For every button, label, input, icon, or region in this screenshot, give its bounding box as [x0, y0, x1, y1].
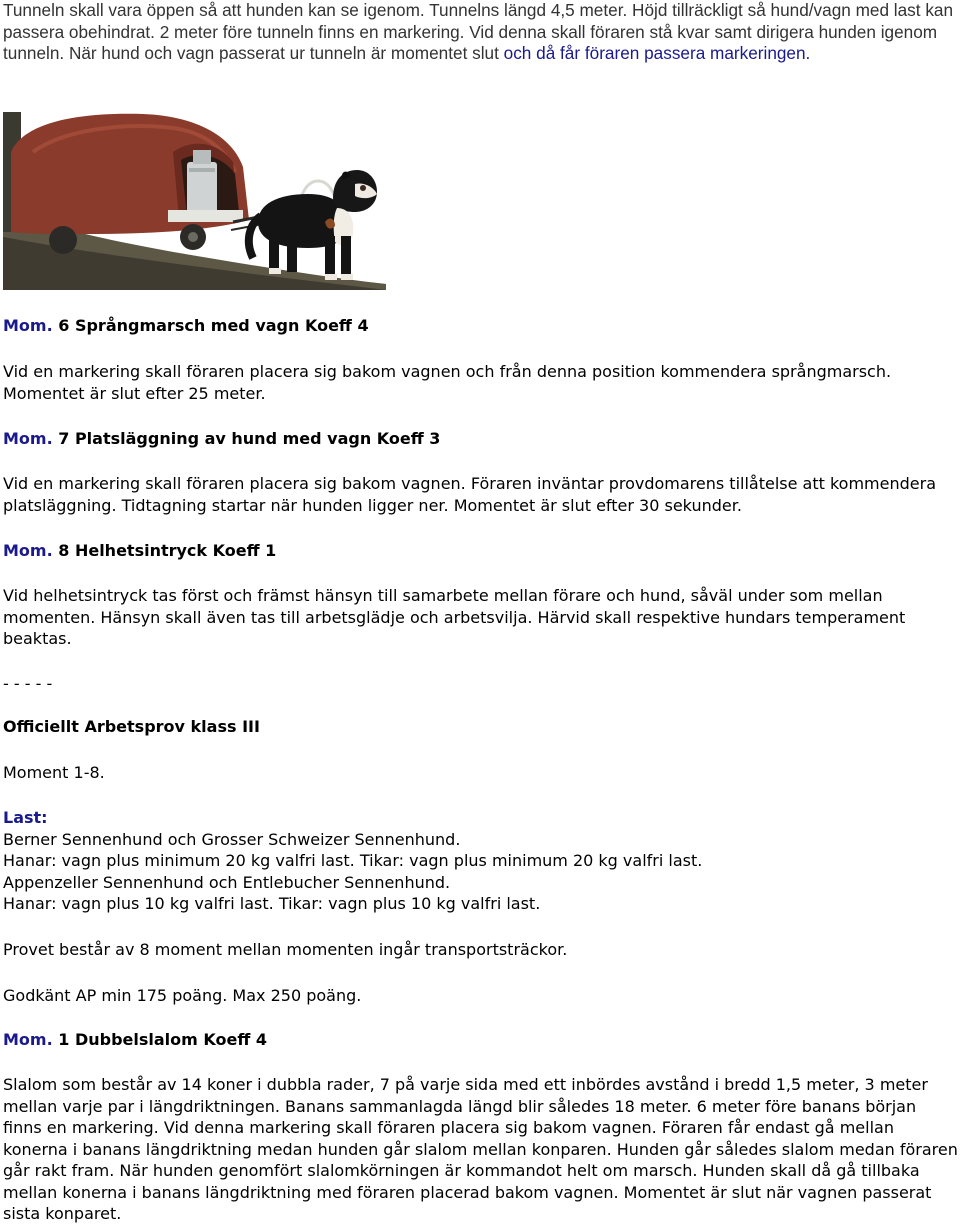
class3-moments: Moment 1-8.: [3, 763, 105, 782]
mom1-title: 1 Dubbelslalom Koeff 4: [52, 1030, 268, 1049]
separator: - - - - -: [3, 674, 53, 693]
mom1-text: Slalom som består av 14 koner i dubbla rader, 7 på varje sida med ett inbördes avstånd i bredd 1,5 meter, 3 meter mellan varje par i längdriktningen. Banans sammanlagda längd blir således 18 meter. 6 meter före banans början finns en markering. Vid denna markering skall föraren placera sig bakom vagnen. Föraren får endast gå mellan konerna i banans längdriktning medan hunden går slalom mellan konparen. Hunden går således slalom medan föraren går rakt fram. När hunden genomfört slalomkörningen är kommandot helt om marsch. Hunden skall då gå tillbaka mellan konerna i banans längdriktning med föraren placerad bakom vagnen. Momentet är slut när vagnen passerat sista konparet.: [3, 1075, 958, 1223]
class3-title: Officiellt Arbetsprov klass III: [3, 717, 260, 736]
dog-cart-photo: [3, 112, 386, 290]
mom1-heading: [3, 1029, 267, 1051]
mom8-heading: [3, 540, 276, 562]
mom1-prefix: Mom.: [3, 1030, 53, 1049]
intro-paragraph: [3, 0, 958, 65]
mom7-title: 7 Platsläggning av hund med vagn Koeff 3: [52, 429, 441, 448]
godkant-text: Godkänt AP min 175 poäng. Max 250 poäng.: [3, 986, 362, 1005]
mom6-heading: [3, 315, 369, 337]
mom6-title: 6 Språngmarsch med vagn Koeff 4: [52, 316, 369, 335]
mom7-prefix: Mom.: [3, 429, 53, 448]
last-line-2: Hanar: vagn plus minimum 20 kg valfri last. Tikar: vagn plus minimum 20 kg valfri last.: [3, 851, 703, 870]
mom7-heading: [3, 428, 440, 450]
mom8-prefix: Mom.: [3, 541, 53, 560]
intro-text: Tunneln skall vara öppen så att hunden kan se igenom. Tunnelns längd 4,5 meter. Höjd tillräckligt så hund/vagn med last kan passera obehindrat. 2 meter före tunneln finns en markering. Vid denna skall föraren stå kvar samt dirigera hunden igenom tunneln. När hund och vagn passerat ur tunneln är momentet slut: [3, 0, 954, 63]
last-line-4: Hanar: vagn plus 10 kg valfri last. Tikar: vagn plus 10 kg valfri last.: [3, 894, 541, 913]
mom8-title: 8 Helhetsintryck Koeff 1: [52, 541, 277, 560]
mom7-text: Vid en markering skall föraren placera sig bakom vagnen. Föraren inväntar provdomarens tillåtelse att kommendera platsläggning. Tidtagning startar när hunden ligger ner. Momentet är slut efter 30 sekunder.: [3, 474, 937, 515]
last-line-1: Berner Sennenhund och Grosser Schweizer Sennenhund.: [3, 830, 461, 849]
last-label: Last:: [3, 808, 48, 827]
last-line-3: Appenzeller Sennenhund och Entlebucher Sennenhund.: [3, 873, 451, 892]
intro-link-text: och då får föraren passera markeringen.: [503, 43, 811, 63]
mom8-text: Vid helhetsintryck tas först och främst hänsyn till samarbete mellan förare och hund, såväl under som mellan momenten. Hänsyn skall även tas till arbetsglädje och arbetsvilja. Härvid skall respektive hundars temperament beaktas.: [3, 586, 906, 648]
mom6-prefix: Mom.: [3, 316, 53, 335]
mom6-text: Vid en markering skall föraren placera sig bakom vagnen och från denna position kommendera språngmarsch. Momentet är slut efter 25 meter.: [3, 362, 892, 403]
provet-text: Provet består av 8 moment mellan momenten ingår transportsträckor.: [3, 940, 568, 959]
